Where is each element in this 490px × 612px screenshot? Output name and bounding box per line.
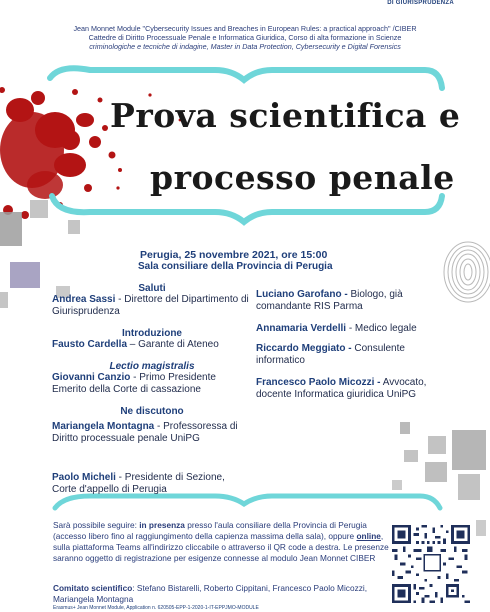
speaker-name: Riccardo Meggiato - (256, 343, 352, 354)
event-venue: Sala consiliare della Provincia di Perugia (138, 261, 333, 272)
qr-code-icon[interactable] (392, 524, 470, 604)
speaker-name: Paolo Micheli (52, 472, 116, 483)
online-link[interactable]: online (356, 531, 381, 541)
program-saluti (52, 283, 252, 318)
speaker-name: Giovanni Canzio (52, 372, 131, 383)
speaker-name: Fausto Cardella (52, 339, 128, 350)
speaker-role: - Direttore del Dipartimento di Giurisprudenza (52, 294, 249, 317)
section-heading: Ne discutono (120, 406, 184, 417)
follow-text-1: Sarà possibile seguire: (53, 520, 140, 530)
speaker-garofano (256, 289, 456, 313)
section-heading: Lectio magistralis (109, 361, 195, 372)
presence-label: in presenza (139, 520, 185, 530)
program-introduzione (52, 328, 252, 351)
speaker-name: Francesco Paolo Micozzi - (256, 377, 381, 388)
intro-line-3: criminologiche e tecniche di indagine, Master in Data Protection, Cybersecurity e Digital Forensics (89, 42, 401, 51)
intro-line-2: Cattedre di Diritto Processuale Penale e Informatica Giuridica, Corso di alta formazione in Scienze (88, 33, 402, 42)
follow-text-3: , sulla piattaforma Teams all'indirizzo cliccabile o attraverso il QR code a destra. Le presenze saranno oggetto di registrazione per esigenze connesse al modulo Jean Monnet CIBER (53, 531, 389, 563)
section-heading: Saluti (138, 283, 166, 294)
title-frame-top (50, 68, 442, 88)
program-micheli (52, 472, 252, 496)
pixel-blocks-right (392, 422, 486, 536)
intro-line-1: Jean Monnet Module "Cybersecurity Issues and Breaches in European Rules: a practical approach" /CIBER (73, 24, 417, 33)
speaker-micozzi (256, 377, 456, 401)
title-line-2: processo penale (150, 158, 455, 197)
speaker-role: - Presidente di Sezione, Corte d'appello di Perugia (52, 472, 225, 495)
event-date-time: Perugia, 25 novembre 2021, ore 15:00 (140, 249, 328, 261)
speaker-verdelli (256, 323, 456, 335)
speaker-name: Annamaria Verdelli (256, 323, 347, 334)
speaker-role: - Medico legale (346, 323, 417, 334)
program-lectio (52, 361, 252, 396)
speaker-name: Andrea Sassi (52, 294, 116, 305)
speaker-role: – Garante di Ateneo (127, 339, 219, 350)
department-label: DI GIURISPRUDENZA (387, 0, 454, 6)
speaker-name: Luciano Garofano - (256, 289, 348, 300)
funding-note: Erasmus+ Jean Monnet Module, Application n. 620505-EPP-1-2020-1-IT-EPPJMO-MODULE (53, 605, 259, 611)
speaker-meggiato (256, 343, 456, 367)
speaker-role: Biologo, già comandante RIS Parma (256, 289, 403, 312)
title-frame-bottom (52, 196, 442, 222)
program-frame-bottom (55, 496, 440, 508)
speaker-role: - Professoressa di Diritto processuale penale UniPG (52, 421, 238, 444)
speaker-role: - Primo Presidente Emerito della Corte di cassazione (52, 372, 216, 395)
program-discussione (52, 406, 252, 445)
follow-text-2: presso l'aula consiliare della Provincia di Perugia (accesso libero fino al raggiungimento della capienza massima della sala), oppure (53, 520, 367, 541)
attendance-info (53, 520, 393, 564)
section-heading: Introduzione (122, 328, 182, 339)
title-line-1: Prova scientifica e (110, 96, 461, 135)
speaker-role: Avvocato, docente Informatica giuridica UniPG (256, 377, 427, 400)
scientific-committee (53, 583, 393, 604)
committee-label: Comitato scientifico (53, 583, 133, 593)
speaker-role: Consulente informatico (256, 343, 405, 366)
speaker-name: Mariangela Montagna (52, 421, 155, 432)
committee-members: : Stefano Bistarelli, Roberto Cippitani, Francesco Paolo Micozzi, Mariangela Montagna (53, 583, 368, 604)
